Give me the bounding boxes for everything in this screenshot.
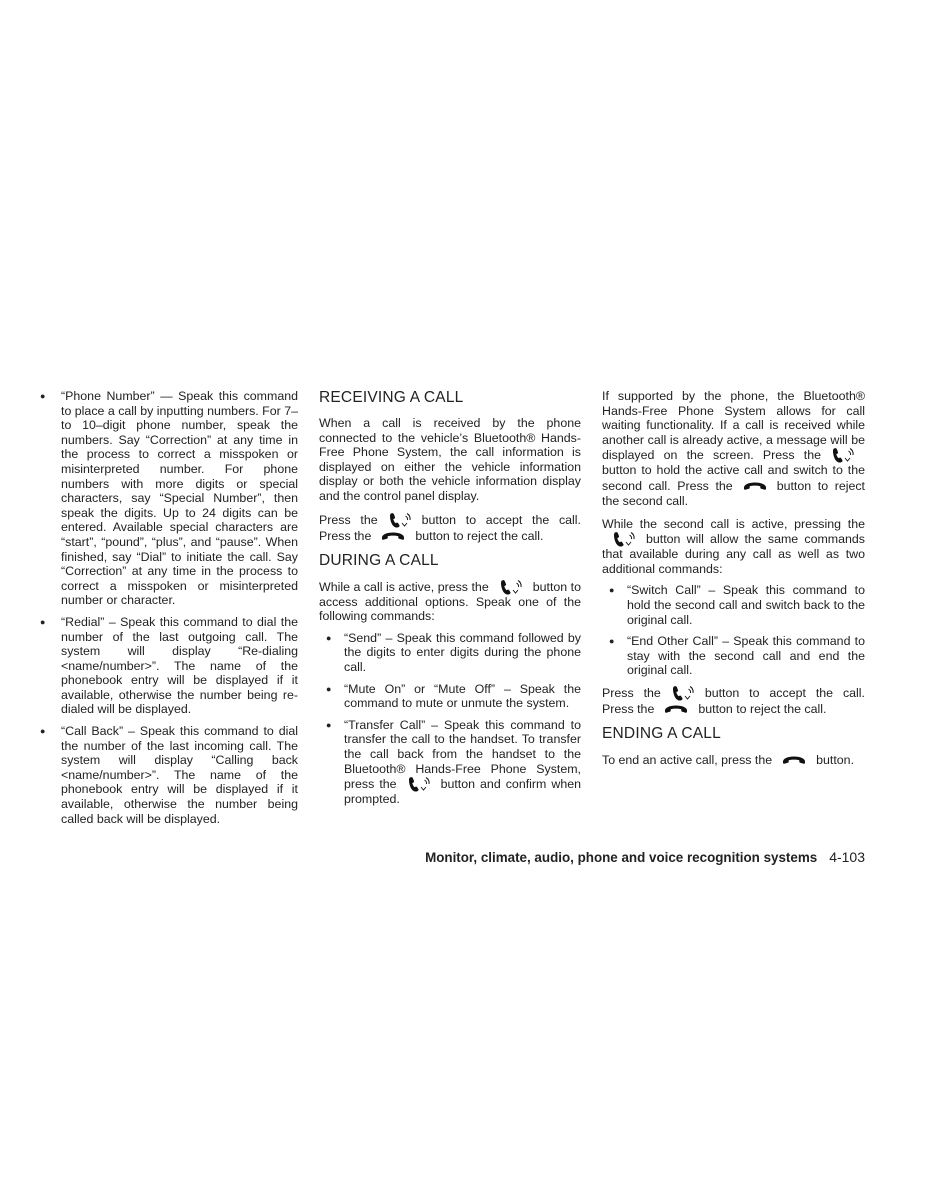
page-number: 4-103 <box>829 849 865 865</box>
phone-hangup-icon <box>742 478 768 494</box>
column-right <box>602 389 865 768</box>
list-item: ● “Mute On” or “Mute Off” – Speak the command to mute or unmute the system. <box>319 682 581 711</box>
column-middle <box>319 389 581 814</box>
phone-hangup-icon <box>663 701 689 717</box>
list-item: ● “Redial” – Speak this command to dial the number of the last outgoing call. The system will display “Re-dialing <name/number>”. The name of the phonebook entry will be displayed if it available, otherwise the number being re-dialed will be displayed. <box>38 615 298 717</box>
voice-command-list <box>38 389 298 826</box>
during-a-call-heading: DURING A CALL <box>319 551 439 569</box>
list-item: ● “Send” – Speak this command followed by the digits to enter digits during the phone call. <box>319 631 581 675</box>
phone-talk-icon <box>611 531 637 547</box>
page-footer <box>300 849 865 865</box>
list-item: ● “End Other Call” – Speak this command to stay with the second call and end the original call. <box>602 634 865 678</box>
list-item: ● “Call Back” – Speak this command to dial the number of the last incoming call. The system will display “Calling back <name/number>”. The name of the phonebook entry will be displayed if it available, otherwise the number being called back will be displayed. <box>38 724 298 826</box>
phone-talk-icon <box>670 685 696 701</box>
second-call-command-list <box>602 583 865 678</box>
phone-talk-icon <box>830 447 856 463</box>
receiving-buttons-paragraph: Press the button to accept the call. Press the button to reject the call. <box>319 512 581 543</box>
phone-hangup-icon <box>380 528 406 544</box>
second-call-buttons-paragraph: Press the button to accept the call. Press the button to reject the call. <box>602 685 865 716</box>
ending-a-call-heading: ENDING A CALL <box>602 724 721 742</box>
second-call-paragraph: While the second call is active, pressing the button will allow the same commands that available during any call as well as two additional commands: <box>602 516 865 576</box>
column-left <box>38 389 298 833</box>
call-waiting-paragraph: If supported by the phone, the Bluetooth® Hands-Free Phone System allows for call waiting functionality. If a call is received while another call is already active, a message will be displayed on the screen. Press the button to hold the active call and switch to the second call. Press the button to reject the second call. <box>602 389 865 508</box>
section-title: Monitor, climate, audio, phone and voice recognition systems <box>425 850 818 865</box>
phone-talk-icon <box>406 776 432 792</box>
phone-talk-icon <box>498 579 524 595</box>
phone-hangup-icon <box>781 752 807 768</box>
phone-talk-icon <box>387 512 413 528</box>
receiving-a-call-heading: RECEIVING A CALL <box>319 389 464 406</box>
list-item: ● “Switch Call” – Speak this command to hold the second call and switch back to the original call. <box>602 583 865 627</box>
list-item: ● “Transfer Call” – Speak this command to transfer the call to the handset. To transfer the call back from the handset to the Bluetooth® Hands-Free Phone System, press the button and confirm when prompted. <box>319 718 581 807</box>
during-call-command-list <box>319 631 581 807</box>
receiving-paragraph: When a call is received by the phone connected to the vehicle’s Bluetooth® Hands-Free Phone System, the call information is displayed on either the vehicle information display or both the vehicle information display and the control panel display. <box>319 416 581 503</box>
list-item: ● “Phone Number” — Speak this command to place a call by inputting numbers. For 7– to 10–digit phone number, speak the numbers. Say “Correction” at any time in the process to correct a misspoken or misinterpreted number. For phone numbers with more digits or special characters, say “Special Number”, then speak the digits. Up to 24 digits can be entered. Available special characters are “start”, “pound”, “plus”, and “pause”. When finished, say “Dial” to initiate the call. Say “Correction” at any time in the process to correct a misspoken or misinterpreted number or character. <box>38 389 298 608</box>
during-paragraph: While a call is active, press the button to access additional options. Speak one of the following commands: <box>319 579 581 624</box>
ending-paragraph: To end an active call, press the button. <box>602 752 855 767</box>
